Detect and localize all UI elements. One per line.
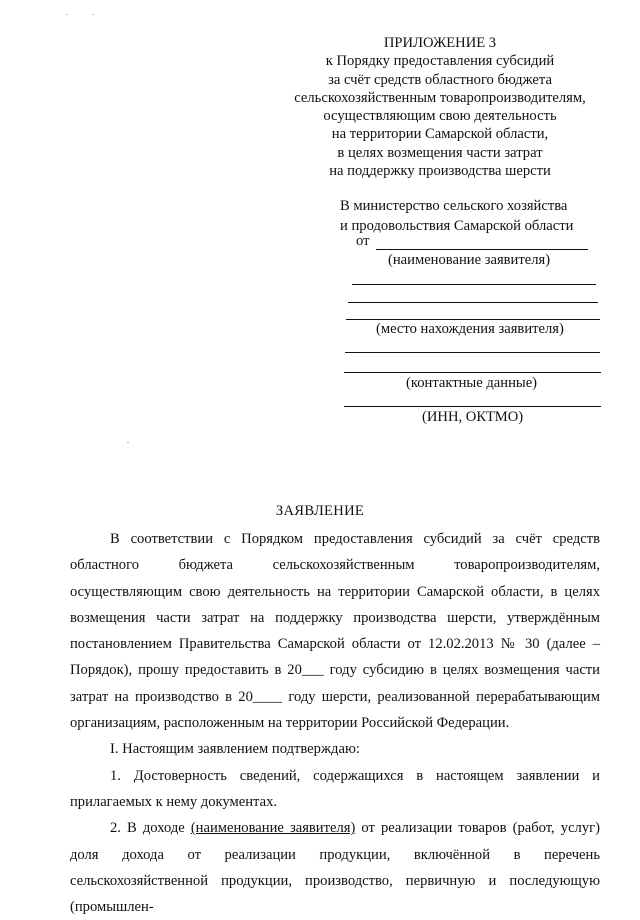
annex-line: в целях возмещения части затрат — [337, 144, 543, 161]
location-blank — [346, 319, 600, 320]
statement-paragraph: 1. Достоверность сведений, содержащихся в настоящем заявлении и прилагаемых к нему документах. — [70, 767, 600, 810]
annex-title: ПРИЛОЖЕНИЕ 3 — [383, 35, 497, 51]
scan-speck — [127, 442, 129, 443]
contacts-blank — [344, 372, 601, 373]
contacts-caption: (контактные данные) — [406, 375, 538, 391]
annex-line: на поддержку производства шерсти — [329, 163, 551, 180]
applicant-name-caption: (наименование заявителя) — [388, 252, 551, 268]
addressee-line: В министерство сельского хозяйства — [340, 198, 568, 214]
from-label: от — [356, 233, 370, 249]
annex-line: к Порядку предоставления субсидий — [325, 53, 555, 70]
paragraph-text: от реализации товаров (работ, услуг) доля дохода от реализации продукции, включённой в перечень сельскохозяйственной продукции, производство, первичную и последующую (промышлен- — [70, 820, 600, 916]
inn-caption: (ИНН, ОКТМО) — [422, 409, 524, 425]
annex-block — [270, 34, 610, 180]
statement-body — [70, 526, 600, 920]
scan-speck — [66, 14, 68, 15]
addressee-block — [340, 196, 620, 236]
location-blank — [352, 284, 596, 285]
statement-paragraph — [70, 815, 600, 920]
annex-line: на территории Самарской области, — [331, 126, 549, 143]
contacts-blank — [345, 352, 600, 353]
location-blank — [348, 302, 598, 303]
applicant-name-placeholder: (наименование заявителя) — [190, 820, 356, 837]
inn-blank — [344, 406, 601, 407]
annex-line: сельскохозяйственным товаропроизводителям, — [294, 89, 586, 106]
location-caption: (место нахождения заявителя) — [376, 321, 564, 337]
annex-line: за счёт средств областного бюджета — [328, 71, 552, 88]
statement-heading: ЗАЯВЛЕНИЕ — [275, 503, 365, 519]
applicant-name-blank — [376, 249, 588, 250]
annex-line: осуществляющим свою деятельность — [323, 108, 557, 125]
statement-paragraph: В соответствии с Порядком предоставления субсидий за счёт средств областного бюджета сельскохозяйственным товаропроизводителям, осуществляющим свою деятельность на территории Самарской области, в целях возмещения части затрат на поддержку производства шерсти, утверждённым постановлением Правительства Самарской области от 12.02.2013 № 30 (далее – Порядок), прошу предоставить в 20___ году субсидию в целях возмещения части затрат на производство в 20____ году шерсти, реализованной перерабатывающим организациям, расположенным на территории Российской Федерации. — [70, 531, 600, 732]
scan-speck — [92, 14, 94, 15]
addressee-line: и продовольствия Самарской области — [340, 218, 574, 234]
paragraph-text: 2. В доходе — [110, 820, 191, 837]
statement-paragraph: I. Настоящим заявлением подтверждаю: — [110, 741, 360, 758]
